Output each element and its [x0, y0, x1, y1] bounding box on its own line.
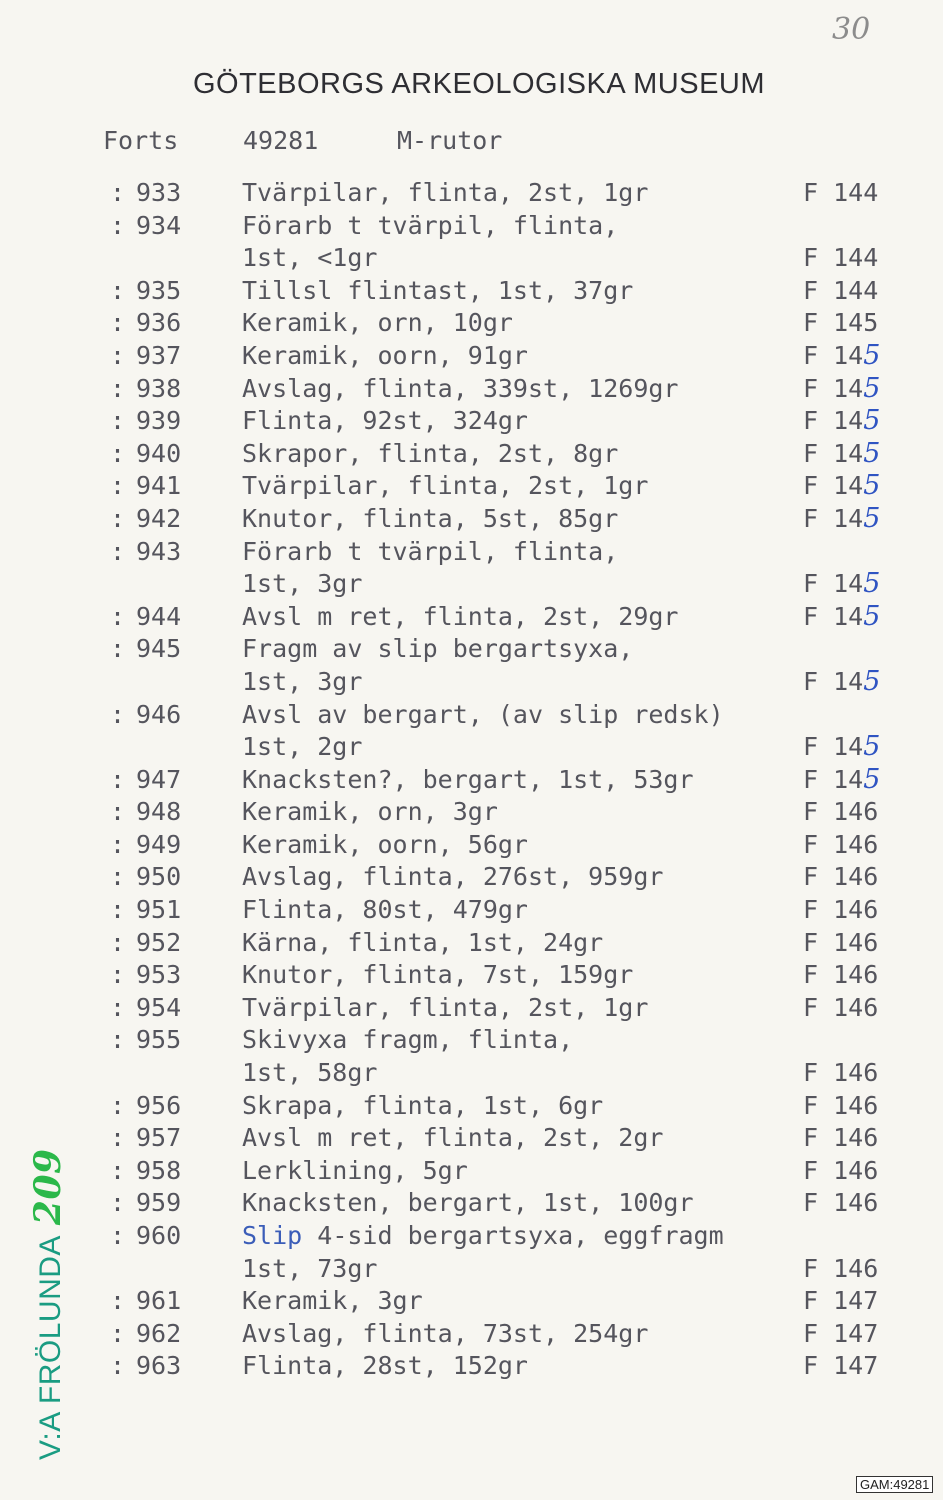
site-stamp-number: 209 [27, 1148, 69, 1226]
catalog-line [0, 242, 943, 275]
entry-description: 1st, <1gr [242, 243, 378, 273]
entry-number: 961 [136, 1286, 182, 1316]
entry-description: 1st, 2gr [242, 732, 363, 762]
catalog-line [0, 927, 943, 960]
entry-number: 956 [136, 1090, 182, 1120]
entry-reference-typed: F 14 [803, 373, 864, 403]
entry-description: Tvärpilar, flinta, 2st, 1gr [242, 471, 649, 501]
entry-reference-typed: F 144 [803, 243, 879, 273]
catalog-line [0, 666, 943, 699]
entry-number: 949 [136, 829, 182, 859]
entry-reference-handwritten: 5 [863, 405, 881, 437]
entry-reference-handwritten: 5 [863, 502, 881, 534]
entry-description: Tillsl flintast, 1st, 37gr [242, 275, 634, 305]
catalog-line [0, 1024, 943, 1057]
entry-reference [803, 405, 880, 437]
entry-colon: : [110, 471, 126, 501]
entry-reference-typed: F 146 [803, 960, 879, 990]
entry-colon: : [110, 1123, 126, 1153]
catalog-line [0, 796, 943, 829]
catalog-line [0, 1253, 943, 1286]
entry-reference-typed: F 147 [803, 1318, 879, 1348]
entry-description: Keramik, orn, 3gr [242, 797, 498, 827]
entry-number: 940 [136, 438, 182, 468]
entry-reference-handwritten: 5 [863, 731, 881, 763]
entry-colon: : [110, 895, 126, 925]
entry-description: Avsl av bergart, (av slip redsk) [242, 699, 724, 729]
entry-reference-handwritten: 5 [863, 763, 881, 795]
entry-number: 934 [136, 210, 182, 240]
entry-reference [803, 992, 878, 1024]
catalog-line [0, 1057, 943, 1090]
entry-reference-typed: F 146 [803, 829, 879, 859]
entry-colon: : [110, 1221, 126, 1250]
entry-colon: : [110, 308, 126, 338]
entry-description: Flinta, 28st, 152gr [242, 1351, 528, 1381]
entry-number: 947 [136, 764, 182, 794]
entry-colon: : [110, 536, 126, 566]
entry-reference-typed: F 146 [803, 1188, 879, 1218]
entry-description: Tvärpilar, flinta, 2st, 1gr [242, 992, 649, 1022]
entry-description: Lerklining, 5gr [242, 1155, 468, 1185]
entry-number: 939 [136, 406, 182, 436]
entry-reference [803, 1285, 878, 1317]
entry-reference [803, 1057, 878, 1089]
entry-reference [803, 275, 878, 307]
handwritten-blue-word: Slip [242, 1221, 303, 1250]
entry-description: Förarb t tvärpil, flinta, [242, 536, 619, 566]
catalog-line [0, 601, 943, 634]
entry-number: 933 [136, 178, 182, 207]
entry-reference-typed: F 146 [803, 862, 879, 892]
entry-reference [803, 1253, 878, 1285]
entry-reference [803, 764, 880, 796]
entry-colon: : [110, 1188, 126, 1218]
entry-reference [803, 373, 880, 405]
entry-reference [803, 959, 878, 991]
entry-reference-typed: F 14 [803, 340, 864, 370]
entry-colon: : [110, 829, 126, 859]
entry-reference [803, 894, 878, 926]
catalog-line [0, 1090, 943, 1123]
catalog-line [0, 1155, 943, 1188]
entry-reference [803, 927, 878, 959]
entry-description: 1st, 73gr [242, 1253, 378, 1283]
entry-colon: : [110, 927, 126, 957]
catalog-line [0, 861, 943, 894]
catalog-line [0, 373, 943, 406]
entry-reference-typed: F 146 [803, 895, 879, 925]
entry-number: 944 [136, 601, 182, 631]
catalog-line [0, 1122, 943, 1155]
entry-number: 958 [136, 1155, 182, 1185]
entry-reference [803, 242, 878, 274]
entry-description: Knacksten?, bergart, 1st, 53gr [242, 764, 694, 794]
entry-colon: : [110, 275, 126, 305]
entry-reference [803, 666, 880, 698]
entry-colon: : [110, 1025, 126, 1055]
subheader-catalog-number: 49281 [243, 126, 319, 155]
entry-description: Förarb t tvärpil, flinta, [242, 210, 619, 240]
entry-colon: : [110, 406, 126, 436]
entry-reference-handwritten: 5 [863, 372, 881, 404]
entry-description: Skrapa, flinta, 1st, 6gr [242, 1090, 604, 1120]
entry-number: 941 [136, 471, 182, 501]
entry-number: 959 [136, 1188, 182, 1218]
catalog-line [0, 503, 943, 536]
entry-reference-handwritten: 5 [863, 600, 881, 632]
entry-reference [803, 568, 880, 600]
museum-header: GÖTEBORGS ARKEOLOGISKA MUSEUM [192, 68, 766, 100]
entry-description: Flinta, 80st, 479gr [242, 895, 528, 925]
entry-description: Knutor, flinta, 5st, 85gr [242, 503, 619, 533]
entry-number: 953 [136, 960, 182, 990]
entry-reference-typed: F 14 [803, 666, 864, 696]
entry-description: Avslag, flinta, 276st, 959gr [242, 862, 664, 892]
entry-reference-typed: F 144 [803, 178, 879, 207]
entry-number: 952 [136, 927, 182, 957]
entry-reference [803, 1350, 878, 1382]
entry-reference [803, 1122, 878, 1154]
catalog-line [0, 829, 943, 862]
entry-description: Keramik, orn, 10gr [242, 308, 513, 338]
entry-colon: : [110, 1155, 126, 1185]
entry-description: Skivyxa fragm, flinta, [242, 1025, 574, 1055]
catalog-line [0, 894, 943, 927]
entry-description: Avslag, flinta, 73st, 254gr [242, 1318, 649, 1348]
entry-colon: : [110, 862, 126, 892]
entry-reference [803, 307, 878, 339]
entry-colon: : [110, 960, 126, 990]
entry-colon: : [110, 601, 126, 631]
site-stamp [27, 1148, 69, 1460]
entry-reference-handwritten: 5 [863, 339, 881, 371]
entry-colon: : [110, 210, 126, 240]
entry-reference-typed: F 14 [803, 569, 864, 599]
entry-colon: : [110, 797, 126, 827]
entry-reference-typed: F 14 [803, 438, 864, 468]
entry-number: 943 [136, 536, 182, 566]
entry-number: 963 [136, 1351, 182, 1381]
entry-description: Knacksten, bergart, 1st, 100gr [242, 1188, 694, 1218]
entry-description: Kärna, flinta, 1st, 24gr [242, 927, 604, 957]
entry-reference [803, 1155, 878, 1187]
site-stamp-text: V:A FRÖLUNDA [34, 1235, 67, 1460]
entry-reference-typed: F 146 [803, 927, 879, 957]
entry-reference [803, 861, 878, 893]
entry-colon: : [110, 1286, 126, 1316]
entry-number: 948 [136, 797, 182, 827]
entry-colon: : [110, 373, 126, 403]
entry-reference-typed: F 146 [803, 1123, 879, 1153]
entry-colon: : [110, 1351, 126, 1381]
entry-reference-typed: F 146 [803, 992, 879, 1022]
entry-reference-handwritten: 5 [863, 470, 881, 502]
entry-reference-typed: F 146 [803, 1155, 879, 1185]
entry-description: Avsl m ret, flinta, 2st, 29gr [242, 601, 679, 631]
catalog-line [0, 536, 943, 569]
entry-description: Keramik, 3gr [242, 1286, 423, 1316]
entry-colon: : [110, 992, 126, 1022]
entry-number: 936 [136, 308, 182, 338]
entry-description: Tvärpilar, flinta, 2st, 1gr [242, 178, 649, 207]
entry-description: 1st, 58gr [242, 1058, 378, 1088]
entry-reference [803, 503, 880, 535]
entry-reference-typed: F 147 [803, 1351, 879, 1381]
entry-reference-typed: F 14 [803, 764, 864, 794]
entry-reference-typed: F 144 [803, 275, 879, 305]
catalog-line [0, 275, 943, 308]
catalog-line [0, 340, 943, 373]
entry-description: Fragm av slip bergartsyxa, [242, 634, 634, 664]
entry-colon: : [110, 438, 126, 468]
entry-reference [803, 1187, 878, 1219]
entry-reference-typed: F 146 [803, 797, 879, 827]
entry-number: 960 [136, 1221, 182, 1250]
catalog-line [0, 177, 943, 210]
entry-reference-typed: F 14 [803, 471, 864, 501]
catalog-line [0, 210, 943, 243]
catalog-entries [0, 177, 943, 1383]
entry-reference-typed: F 14 [803, 601, 864, 631]
entry-reference [803, 1090, 878, 1122]
entry-reference-typed: F 14 [803, 732, 864, 762]
entry-reference-typed: F 14 [803, 406, 864, 436]
entry-reference-typed: F 146 [803, 1253, 879, 1283]
entry-reference-typed: F 146 [803, 1058, 879, 1088]
entry-reference-typed: F 145 [803, 308, 879, 338]
archive-id-label: GAM:49281 [856, 1476, 933, 1493]
subheader-label: M-rutor [397, 126, 503, 155]
entry-number: 937 [136, 340, 182, 370]
entry-reference [803, 796, 878, 828]
catalog-line [0, 1350, 943, 1383]
catalog-line [0, 764, 943, 797]
entry-reference-handwritten: 5 [863, 568, 881, 600]
entry-colon: : [110, 503, 126, 533]
entry-description: Slip 4-sid bergartsyxa, eggfragm [242, 1221, 724, 1250]
handwritten-page-number: 30 [832, 12, 871, 47]
entry-reference [803, 438, 880, 470]
entry-number: 946 [136, 699, 182, 729]
entry-number: 955 [136, 1025, 182, 1055]
catalog-line [0, 307, 943, 340]
entry-reference [803, 470, 880, 502]
entry-colon: : [110, 1090, 126, 1120]
catalog-line [0, 633, 943, 666]
entry-number: 942 [136, 503, 182, 533]
catalog-line [0, 438, 943, 471]
catalog-line [0, 568, 943, 601]
catalog-line [0, 405, 943, 438]
entry-description: 1st, 3gr [242, 569, 363, 599]
catalog-line [0, 699, 943, 732]
catalog-line [0, 959, 943, 992]
entry-reference [803, 601, 880, 633]
entry-reference-typed: F 146 [803, 1090, 879, 1120]
catalog-line [0, 992, 943, 1025]
entry-reference-handwritten: 5 [863, 437, 881, 469]
entry-description: Keramik, oorn, 91gr [242, 340, 528, 370]
entry-reference [803, 731, 880, 763]
entry-colon: : [110, 178, 126, 207]
catalog-line [0, 1187, 943, 1220]
entry-number: 938 [136, 373, 182, 403]
entry-colon: : [110, 764, 126, 794]
entry-reference [803, 340, 880, 372]
catalog-line [0, 1220, 943, 1253]
entry-reference-typed: F 147 [803, 1286, 879, 1316]
entry-colon: : [110, 340, 126, 370]
entry-colon: : [110, 1318, 126, 1348]
entry-reference-handwritten: 5 [863, 665, 881, 697]
entry-description: Knutor, flinta, 7st, 159gr [242, 960, 634, 990]
entry-description: Skrapor, flinta, 2st, 8gr [242, 438, 619, 468]
entry-number: 945 [136, 634, 182, 664]
entry-description: Avsl m ret, flinta, 2st, 2gr [242, 1123, 664, 1153]
entry-description: Keramik, oorn, 56gr [242, 829, 528, 859]
entry-description: Flinta, 92st, 324gr [242, 406, 528, 436]
entry-reference [803, 829, 878, 861]
entry-colon: : [110, 634, 126, 664]
entry-number: 957 [136, 1123, 182, 1153]
catalog-line [0, 470, 943, 503]
entry-number: 935 [136, 275, 182, 305]
subheader-forts: Forts [103, 126, 179, 155]
entry-number: 954 [136, 992, 182, 1022]
entry-reference [803, 1318, 878, 1350]
entry-reference [803, 177, 878, 209]
entry-colon: : [110, 699, 126, 729]
entry-number: 950 [136, 862, 182, 892]
entry-number: 951 [136, 895, 182, 925]
catalog-line [0, 1318, 943, 1351]
entry-description: 1st, 3gr [242, 666, 363, 696]
catalog-line [0, 731, 943, 764]
entry-number: 962 [136, 1318, 182, 1348]
entry-reference-typed: F 14 [803, 503, 864, 533]
entry-description: Avslag, flinta, 339st, 1269gr [242, 373, 679, 403]
catalog-line [0, 1285, 943, 1318]
